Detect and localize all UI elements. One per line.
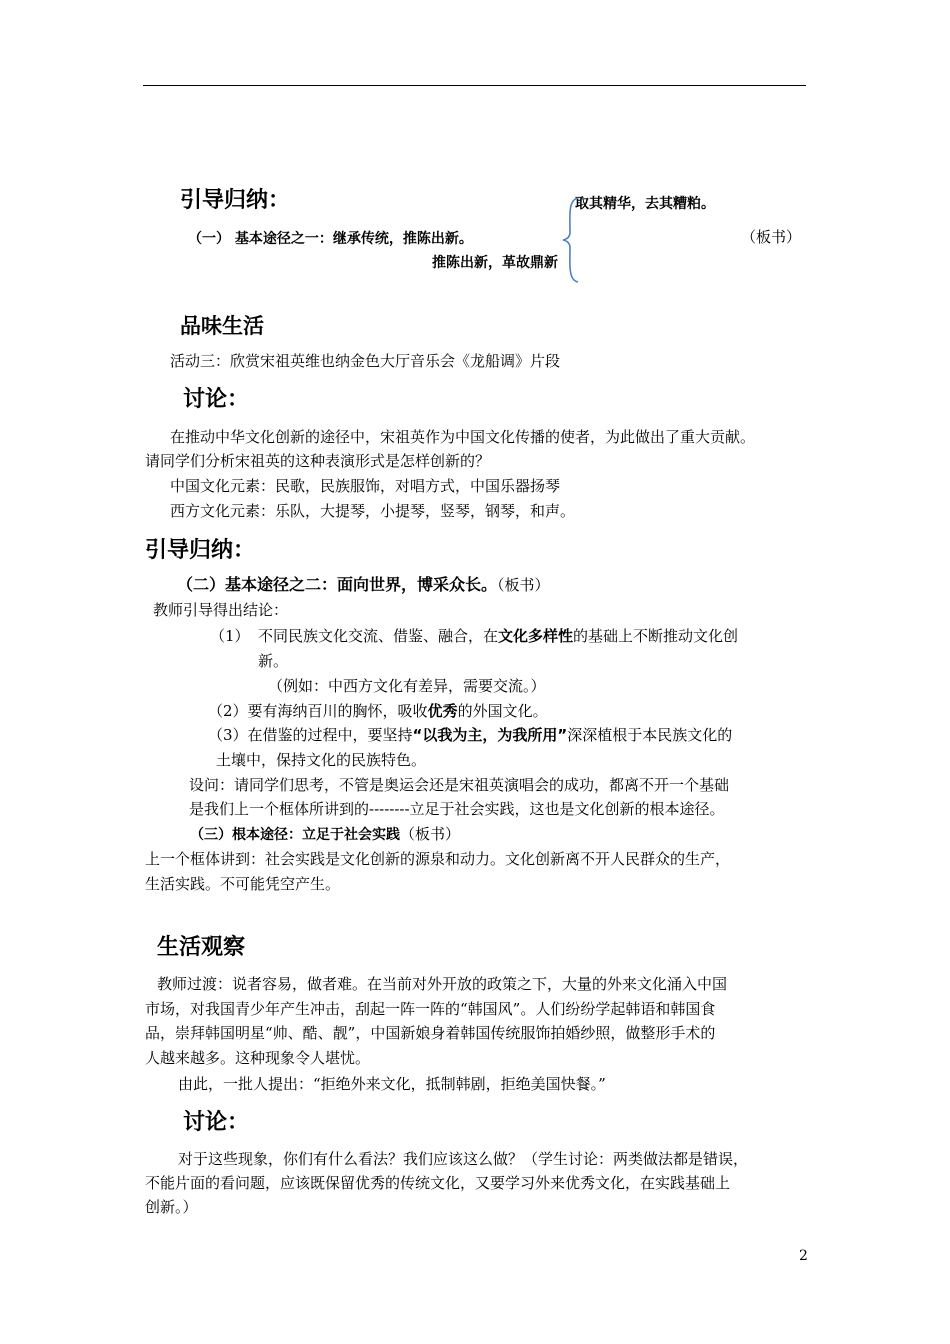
item-emphasis: 文化多样性 — [498, 627, 574, 645]
brace-bottom-text: 推陈出新，革故鼎新 — [432, 255, 558, 271]
item-example: （例如：中西方文化有差异，需要交流。） — [268, 677, 546, 695]
item-emphasis: 优秀 — [427, 702, 458, 720]
item-continuation: 土壤中，保持文化的民族特色。 — [216, 751, 427, 769]
conclusion-intro: 教师引导得出结论： — [153, 601, 289, 619]
section-heading-observe: 生活观察 — [157, 935, 246, 960]
discussion-line: 对于这些现象，你们有什么看法？我们应该这么做？（学生讨论：两类做法都是错误， — [178, 1150, 749, 1168]
item-continuation: 新。 — [258, 652, 289, 670]
path3-row — [190, 826, 460, 843]
paragraph-line: 教师过渡：说者容易，做者难。在当前对外开放的政策之下，大量的外来文化涌入中国 — [157, 975, 728, 993]
board-note: （板书） — [400, 825, 461, 843]
paragraph-line: 品，崇拜韩国明星“帅、酷、靓”，中国新娘身着韩国传统服饰拍婚纱照，做整形手术的 — [145, 1024, 716, 1042]
item-text: 的基础上不断推动文化创 — [573, 627, 739, 645]
discussion-line: 请同学们分析宋祖英的这种表演形式是怎样创新的？ — [145, 452, 491, 470]
question-line: 设问：请同学们思考，不管是奥运会还是宋祖英演唱会的成功，都离不开一个基础 — [189, 776, 730, 794]
list-item — [258, 628, 738, 645]
path2-label: （二）基本途径之二：面向世界，博采众长。 — [177, 575, 498, 594]
question-line: 是我们上一个框体所讲到的--------立足于社会实践，这也是文化创新的根本途径。 — [189, 800, 725, 818]
summary-line: 生活实践。不可能凭空产生。 — [145, 875, 341, 893]
paragraph-line: 由此，一批人提出：“拒绝外来文化，抵制韩剧，拒绝美国快餐。” — [178, 1075, 606, 1093]
discussion-line: 中国文化元素：民歌，民族服饰，对唱方式，中国乐器扬琴 — [170, 477, 561, 495]
list-item — [208, 703, 548, 720]
item-text: 不同民族文化交流、借鉴、融合，在 — [258, 627, 499, 645]
path2-row — [177, 576, 550, 594]
item-text: 深深植根于本民族文化的 — [567, 726, 733, 744]
discussion-line: 不能片面的看问题，应该既保留优秀的传统文化，又要学习外来优秀文化，在实践基础上 — [145, 1174, 731, 1192]
item-text: （2）要有海纳百川的胸怀，吸收 — [208, 702, 428, 720]
section-heading-life: 品味生活 — [180, 314, 264, 338]
item-text: 的外国文化。 — [457, 702, 548, 720]
item-number: （1） — [210, 627, 250, 645]
list-item — [208, 727, 732, 744]
section-heading-guide-2: 引导归纳： — [145, 538, 256, 563]
item-emphasis: “以我为主，为我所用” — [412, 726, 568, 744]
header-rule — [143, 85, 806, 86]
activity-line: 活动三：欣赏宋祖英维也纳金色大厅音乐会《龙船调》片段 — [170, 352, 561, 370]
paragraph-line: 市场，对我国青少年产生冲击，刮起一阵一阵的“韩国风”。人们纷纷学起韩语和韩国食 — [145, 1000, 716, 1018]
page-number: 2 — [799, 1248, 808, 1264]
discussion-line: 创新。） — [145, 1198, 198, 1216]
section-heading-guide: 引导归纳： — [180, 188, 291, 213]
brace-top-text: 取其精华，去其糟粕。 — [575, 196, 715, 212]
summary-line: 上一个框体讲到：社会实践是文化创新的源泉和动力。文化创新离不开人民群众的生产， — [145, 850, 731, 868]
discussion-heading: 讨论： — [183, 387, 250, 412]
discussion-line: 西方文化元素：乐队，大提琴，小提琴，竖琴，钢琴，和声。 — [170, 502, 576, 520]
board-note: （板书） — [497, 576, 550, 594]
path1-label: （一） 基本途径之一：继承传统，推陈出新。 — [188, 231, 473, 247]
board-note: （板书） — [741, 228, 802, 246]
discussion-line: 在推动中华文化创新的途径中，宋祖英作为中国文化传播的使者，为此做出了重大贡献。 — [170, 428, 756, 446]
paragraph-line: 人越来越多。这种现象令人堪忧。 — [145, 1049, 371, 1067]
brace-icon — [560, 196, 582, 284]
item-text: （3）在借鉴的过程中，要坚持 — [208, 726, 413, 744]
path3-label: （三）根本途径：立足于社会实践 — [190, 827, 400, 843]
discussion-heading: 讨论： — [183, 1110, 250, 1135]
